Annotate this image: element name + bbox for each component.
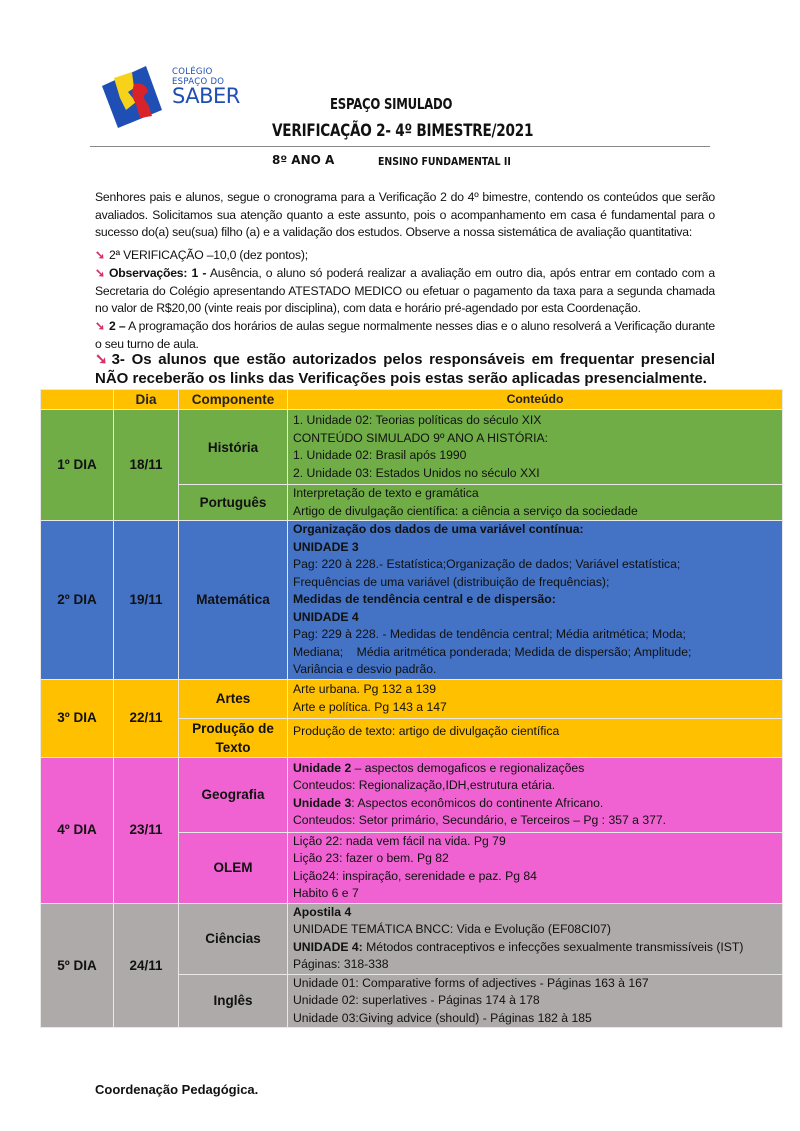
bullet-bold: Observações: 1 - xyxy=(109,266,207,280)
arrow-bullet-icon: ➘ xyxy=(95,351,108,368)
content-line: Lição24: inspiração, serenidade e paz. Pg 84 xyxy=(293,868,537,883)
content-line: Unidade 02: superlatives - Páginas 174 à 178 xyxy=(293,993,540,1007)
grade-label: 8º ANO A xyxy=(272,153,335,167)
content-text: Métodos contraceptivos e infecções sexualmente transmissíveis (IST) Páginas: 318-338 xyxy=(293,939,744,971)
content-line: Interpretação de texto e gramática xyxy=(293,486,479,500)
bullet-observations xyxy=(95,265,715,318)
content-line: 1. Unidade 02: Teorias políticas do século XIX xyxy=(293,413,542,427)
content-bold: Unidade 2 xyxy=(293,760,352,775)
header-component: Componente xyxy=(179,390,288,410)
component-ciencias: Ciências xyxy=(179,903,288,974)
content-ciencias xyxy=(288,903,783,974)
content-line: UNIDADE TEMÁTICA BNCC: Vida e Evolução (EF08CI07) xyxy=(293,922,611,936)
content-bold: UNIDADE 4: xyxy=(293,939,363,954)
bullet-schedule xyxy=(95,318,715,353)
content-line: Artigo de divulgação científica: a ciência a serviço da sociedade xyxy=(293,503,638,518)
component-producao-texto: Produção de Texto xyxy=(179,718,288,757)
content-line: Frequências de uma variável (distribuição de frequências); xyxy=(293,574,610,589)
header-day xyxy=(41,390,114,410)
header-date: Dia xyxy=(114,390,179,410)
content-line: Produção de texto: artigo de divulgação científica xyxy=(293,723,560,738)
content-line: Conteudos: Regionalização,IDH,estrutura etária. xyxy=(293,778,556,792)
table-row xyxy=(41,410,783,485)
day-cell: 4º DIA xyxy=(41,757,114,903)
content-producao-texto xyxy=(288,718,783,757)
date-cell: 23/11 xyxy=(114,757,179,903)
component-matematica: Matemática xyxy=(179,521,288,680)
intro-paragraph: Senhores pais e alunos, segue o cronograma para a Verificação 2 do 4º bimestre, contendo os conteúdos que serão avaliados. Solicitamos sua atenção quanto a este assunto, pois o acompanhamento em casa é fundamental para o sucesso do(a) seu(sua) filho (a) e a validação dos estudos. Observe a nossa sistemática de avaliação quantitativa: xyxy=(95,190,715,239)
arrow-bullet-icon: ➘ xyxy=(95,266,106,280)
content-ingles xyxy=(288,974,783,1028)
bullet-text: 2ª VERIFICAÇÃO –10,0 (dez pontos); xyxy=(109,248,308,262)
content-line: Arte e política. Pg 143 a 147 xyxy=(293,699,447,714)
signature-coordination: Coordenação Pedagógica. xyxy=(95,1082,259,1097)
content-bold: Unidade 3 xyxy=(293,795,352,810)
content-line: Organização dos dados de uma variável contínua: xyxy=(293,522,584,536)
logo-text-line1: COLÉGIO xyxy=(172,67,213,77)
table-row xyxy=(41,521,783,680)
content-text: – aspectos demogaficos e regionalizações xyxy=(351,760,585,775)
date-cell: 22/11 xyxy=(114,679,179,757)
content-line xyxy=(293,795,777,813)
content-line: Lição 23: fazer o bem. Pg 82 xyxy=(293,851,449,865)
content-line: Arte urbana. Pg 132 a 139 xyxy=(293,682,436,696)
content-line: UNIDADE 4 xyxy=(293,609,359,624)
content-line: Variância e desvio padrão. xyxy=(293,662,437,676)
content-line: Pag: 229 à 228. - Medidas de tendência central; Média aritmética; Moda; xyxy=(293,627,686,641)
schedule-table xyxy=(40,389,783,1028)
content-matematica xyxy=(288,521,783,680)
content-line: Medidas de tendência central e de dispersão: xyxy=(293,592,556,606)
table-row xyxy=(41,903,783,974)
date-cell: 24/11 xyxy=(114,903,179,1028)
bullet-bold: 2 – xyxy=(109,319,126,333)
content-line: Pag: 220 à 228.- Estatística;Organização de dados; Variável estatística; xyxy=(293,557,681,571)
table-row xyxy=(41,679,783,718)
content-portugues xyxy=(288,485,783,521)
content-line: 2. Unidade 03: Estados Unidos no século XXI xyxy=(293,465,540,480)
content-line: Unidade 03:Giving advice (should) - Páginas 182 à 185 xyxy=(293,1010,592,1025)
content-historia xyxy=(288,410,783,485)
bullet-text: 3- Os alunos que estão autorizados pelos responsáveis em frequentar presencial NÃO receberão os links das Verificações pois estas serão aplicadas presencialmente. xyxy=(95,351,715,387)
content-line xyxy=(293,760,777,778)
document-subtitle: VERIFICAÇÃO 2- 4º BIMESTRE/2021 xyxy=(272,121,534,141)
bullet-verification-score xyxy=(95,247,715,265)
content-line: Conteudos: Setor primário, Secundário, e Terceiros – Pg : 357 a 377. xyxy=(293,813,667,827)
content-geografia xyxy=(288,757,783,832)
component-olem: OLEM xyxy=(179,832,288,903)
bullet-text: A programação dos horários de aulas segue normalmente nesses dias e o aluno resolverá a Verificação durante o seu turno de aula. xyxy=(95,319,715,351)
content-line: UNIDADE 3 xyxy=(293,539,359,554)
component-historia: História xyxy=(179,410,288,485)
content-text: : Aspectos econômicos do continente Africano. xyxy=(351,795,604,810)
bullet-text: Ausência, o aluno só poderá realizar a avaliação em outro dia, após entrar em contado com a Secretaria do Colégio apresentando ATESTADO MEDICO ou efetuar o pagamento da taxa para a segunda chamada no valor de R$20,00 (vinte reais por disciplina), com data e horário pré-agendado por esta Coordenação. xyxy=(95,266,715,315)
logo-text-line3: SABER xyxy=(172,84,240,108)
content-line: Lição 22: nada vem fácil na vida. Pg 79 xyxy=(293,833,506,848)
logo-emblem-icon xyxy=(100,58,172,130)
date-cell: 19/11 xyxy=(114,521,179,680)
component-artes: Artes xyxy=(179,679,288,718)
day-cell: 3º DIA xyxy=(41,679,114,757)
content-line: 1. Unidade 02: Brasil após 1990 xyxy=(293,448,467,462)
component-portugues: Português xyxy=(179,485,288,521)
arrow-bullet-icon: ➘ xyxy=(95,319,106,333)
education-level: ENSINO FUNDAMENTAL II xyxy=(378,155,511,168)
bullet-presential-notice xyxy=(95,350,715,388)
table-header-row xyxy=(41,390,783,410)
content-line: Mediana; Média aritmética ponderada; Medida de dispersão; Amplitude; xyxy=(293,644,692,659)
content-line xyxy=(293,939,777,974)
content-artes xyxy=(288,679,783,718)
arrow-bullet-icon: ➘ xyxy=(95,248,106,262)
day-cell: 5º DIA xyxy=(41,903,114,1028)
header-divider xyxy=(90,146,710,147)
table-row xyxy=(41,757,783,832)
day-cell: 1º DIA xyxy=(41,410,114,521)
header-content: Conteúdo xyxy=(288,390,783,410)
content-line: CONTEÚDO SIMULADO 9º ANO A HISTÓRIA: xyxy=(293,430,549,445)
date-cell: 18/11 xyxy=(114,410,179,521)
document-title: ESPAÇO SIMULADO xyxy=(330,95,453,113)
component-ingles: Inglês xyxy=(179,974,288,1028)
content-line: Unidade 01: Comparative forms of adjectives - Páginas 163 à 167 xyxy=(293,975,649,990)
component-geografia: Geografia xyxy=(179,757,288,832)
content-line: Apostila 4 xyxy=(293,904,352,919)
content-line: Habito 6 e 7 xyxy=(293,886,359,900)
school-logo xyxy=(100,58,240,128)
content-olem xyxy=(288,832,783,903)
day-cell: 2º DIA xyxy=(41,521,114,680)
logo-text-line2: ESPAÇO DO xyxy=(172,76,225,87)
